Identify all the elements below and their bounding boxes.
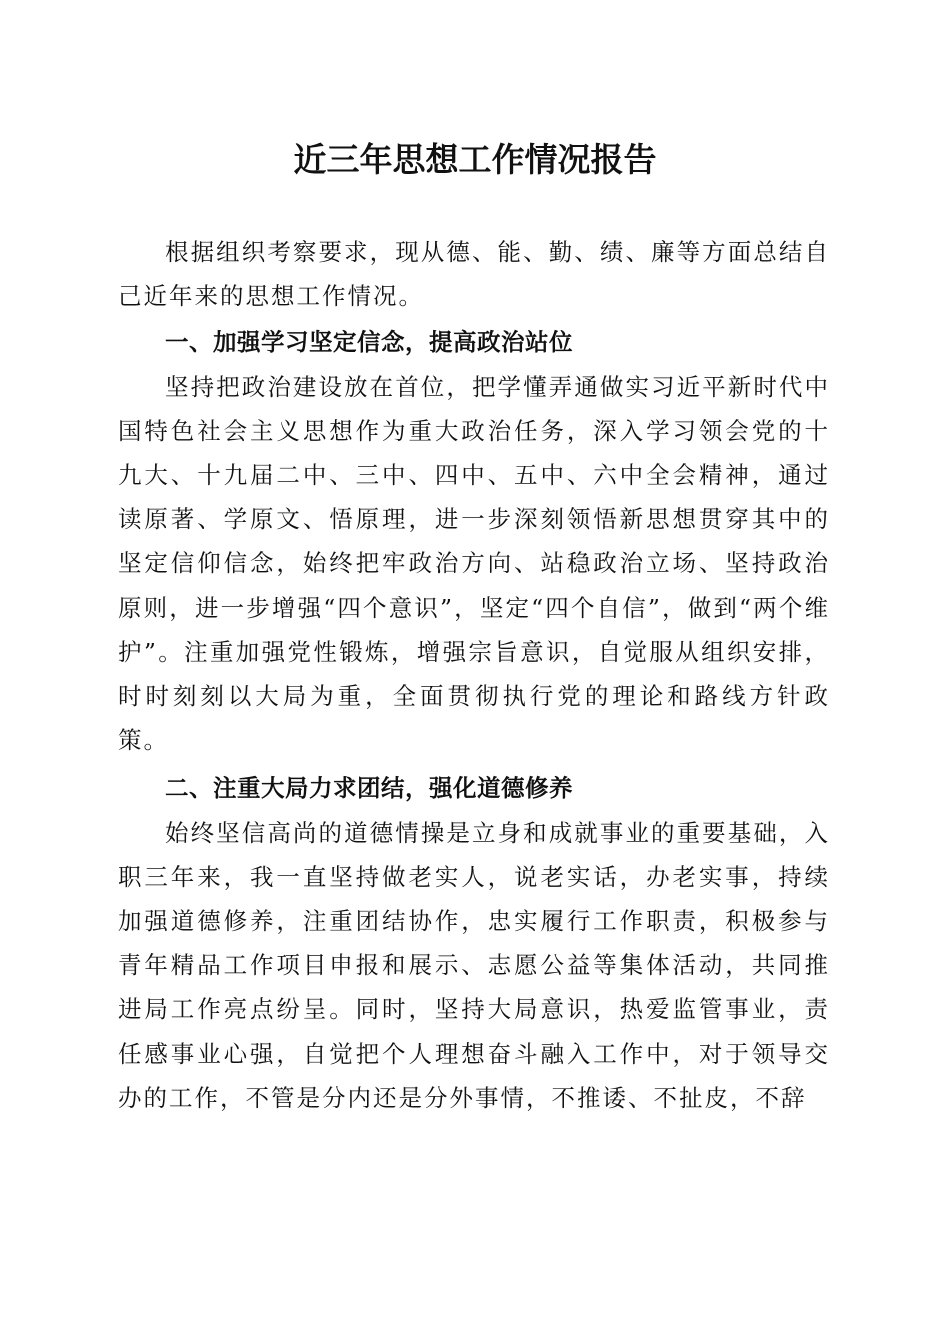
- section-2-heading: 二、注重大局力求团结，强化道德修养: [165, 774, 573, 803]
- document-body: [118, 230, 830, 1120]
- section-1-heading: 一、加强学习坚定信念，提高政治站位: [165, 328, 573, 357]
- intro-paragraph: 根据组织考察要求，现从德、能、勤、绩、廉等方面总结自己近年来的思想工作情况。: [118, 238, 830, 311]
- document-title: 近三年思想工作情况报告: [293, 140, 657, 179]
- section-1-paragraph: 坚持把政治建设放在首位，把学懂弄通做实习近平新时代中国特色社会主义思想作为重大政治任务，深入学习领会党的十九大、十九届二中、三中、四中、五中、六中全会精神，通过读原著、学原文、悟原理，进一步深刻领悟新思想贯穿其中的坚定信仰信念，始终把牢政治方向、站稳政治立场、坚持政治原则，进一步增强“四个意识”，坚定“四个自信”，做到“两个维护”。注重加强党性锻炼，增强宗旨意识，自觉服从组织安排，时时刻刻以大局为重，全面贯彻执行党的理论和路线方针政策。: [118, 372, 830, 755]
- section-2-paragraph: 始终坚信高尚的道德情操是立身和成就事业的重要基础，入职三年来，我一直坚持做老实人，说老实话，办老实事，持续加强道德修养，注重团结协作，忠实履行工作职责，积极参与青年精品工作项目申报和展示、志愿公益等集体活动，共同推进局工作亮点纷呈。同时，坚持大局意识，热爱监管事业，责任感事业心强，自觉把个人理想奋斗融入工作中，对于领导交办的工作，不管是分内还是分外事情，不推诿、不扯皮，不辞: [118, 818, 830, 1112]
